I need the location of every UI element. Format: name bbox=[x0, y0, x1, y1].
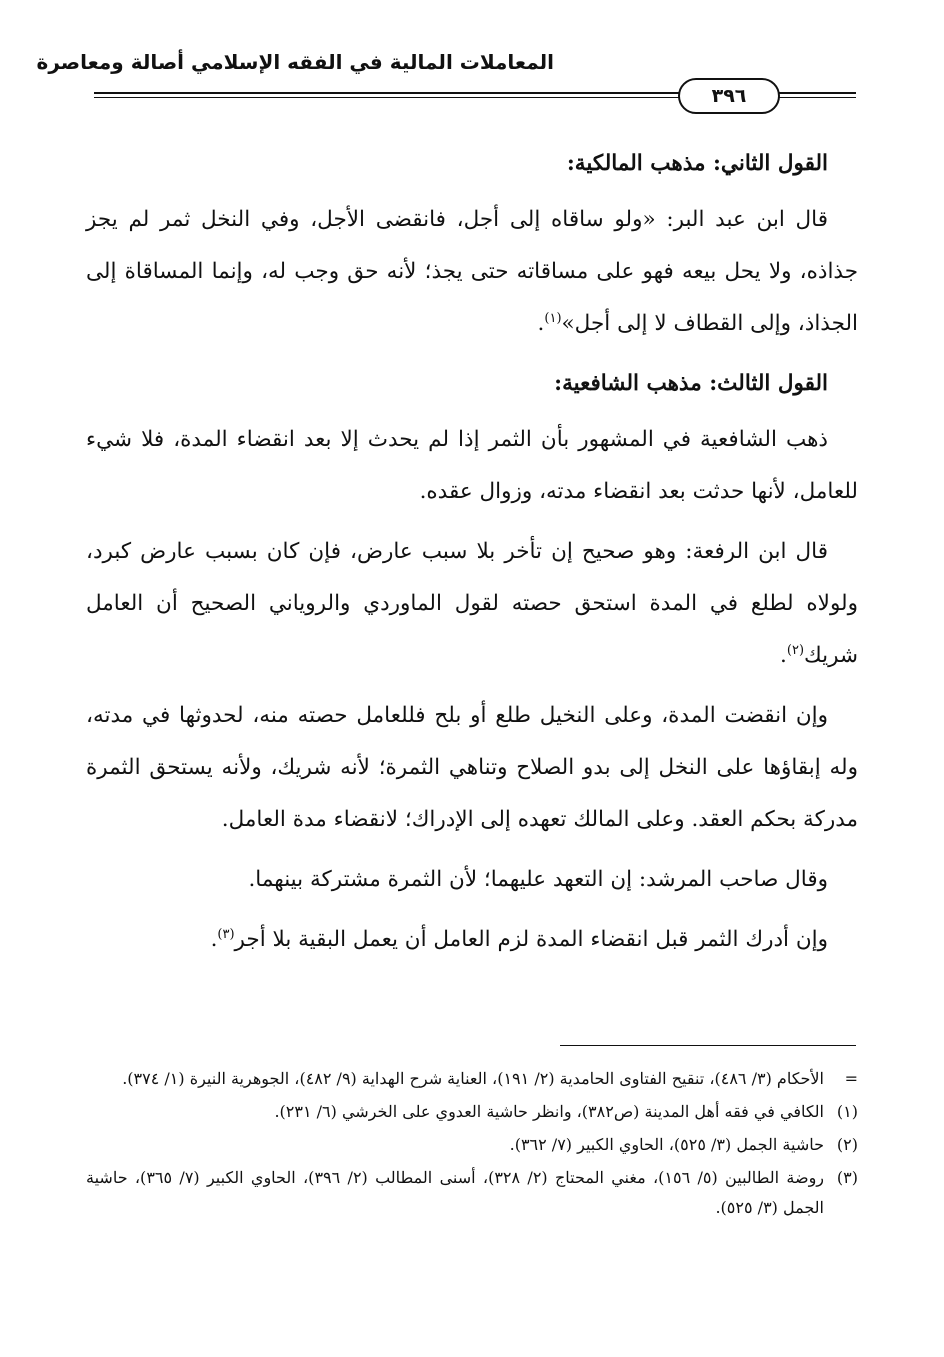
footnote-ref-2: (٢) bbox=[786, 642, 805, 658]
footnote-separator bbox=[560, 1045, 856, 1046]
footnote-ref-1: (١) bbox=[544, 310, 562, 326]
footnote-mark: (٣) bbox=[836, 1168, 858, 1187]
footnote-text: حاشية الجمل (٣/ ٥٢٥)، الحاوي الكبير (٧/ ٣٦٢). bbox=[509, 1135, 824, 1154]
paragraph-text: وإن أدرك الثمر قبل انقضاء المدة لزم العامل أن يعمل البقية بلا أجر bbox=[234, 927, 828, 952]
footnote-text: روضة الطالبين (٥/ ١٥٦)، مغني المحتاج (٢/ ٣٢٨)، أسنى المطالب (٢/ ٣٩٦)، الحاوي الكبير (٧/ ٣٦٥)، حاشية الجمل (٣/ ٥٢٥). bbox=[86, 1168, 825, 1217]
paragraph-shafii-view: ذهب الشافعية في المشهور بأن الثمر إذا لم يحدث إلا بعد انقضاء المدة، فلا شيء للعامل، لأنها حدثت بعد انقضاء مدته، وزوال عقده. bbox=[86, 427, 858, 504]
footnote-mark: = bbox=[844, 1069, 858, 1088]
page-number-badge: ٣٩٦ bbox=[678, 78, 780, 114]
footnote-ref-3: (٣) bbox=[217, 926, 235, 942]
paragraph-period-ended: وإن انقضت المدة، وعلى النخيل طلع أو بلح فللعامل حصته منه، لحدوثها في مدته، وله إبقاؤها على النخل إلى بدو الصلاح وتناهي الثمرة؛ لأنه شريك، ولأنه يستحق الثمرة مدركة بحكم العقد. وعلى المالك تعهده إلى الإدراك؛ لانقضاء مدة العامل. bbox=[86, 703, 858, 832]
section-heading-maliki: القول الثاني: مذهب المالكية: bbox=[566, 151, 828, 176]
footnote-mark: (٢) bbox=[836, 1135, 858, 1154]
paragraph-al-murshid: وقال صاحب المرشد: إن التعهد عليهما؛ لأن الثمرة مشتركة بينهما. bbox=[248, 867, 828, 892]
main-text bbox=[86, 138, 858, 974]
footnote-text: الأحكام (٣/ ٤٨٦)، تنقيح الفتاوى الحامدية (٢/ ١٩١)، العناية شرح الهداية (٩/ ٤٨٢)، الجوهرية النيرة (١/ ٣٧٤). bbox=[122, 1069, 824, 1088]
footnote-mark: (١) bbox=[836, 1102, 858, 1121]
footnote-text: الكافي في فقه أهل المدينة (ص٣٨٢)، وانظر حاشية العدوي على الخرشي (٦/ ٢٣١). bbox=[274, 1102, 824, 1121]
section-heading-shafii: القول الثالث: مذهب الشافعية: bbox=[554, 371, 828, 396]
sentence-end: . bbox=[210, 927, 218, 952]
footnote-2 bbox=[86, 1130, 858, 1160]
sentence-end: . bbox=[780, 643, 787, 668]
sentence-end: . bbox=[537, 311, 545, 336]
footnote-continued bbox=[86, 1064, 858, 1094]
footnote-3 bbox=[86, 1163, 858, 1223]
running-header-title: المعاملات المالية في الفقه الإسلامي أصالة ومعاصرة bbox=[36, 50, 554, 74]
paragraph-text: قال ابن عبد البر: «ولو ساقاه إلى أجل، فانقضى الأجل، وفي النخل ثمر لم يجز جذاذه، ولا يحل بيعه فهو على مساقاته حتى يجذ؛ لأنه حق وجب له، وإنما المساقاة إلى الجذاذ، وإلى القطاف لا إلى أجل» bbox=[86, 207, 858, 336]
footnote-1 bbox=[86, 1097, 858, 1127]
paragraph-text: قال ابن الرفعة: وهو صحيح إن تأخر بلا سبب عارض، فإن كان بسبب عارض كبرد، ولولاه لطلع في المدة استحق حصته لقول الماوردي والروياني الصحيح أن العامل شريك bbox=[86, 539, 858, 668]
footnotes bbox=[86, 1064, 858, 1226]
paragraph-ibn-al-rifah bbox=[86, 526, 858, 682]
paragraph-ibn-abd-al-barr bbox=[86, 194, 858, 350]
paragraph-fruit-ripened bbox=[86, 914, 858, 966]
